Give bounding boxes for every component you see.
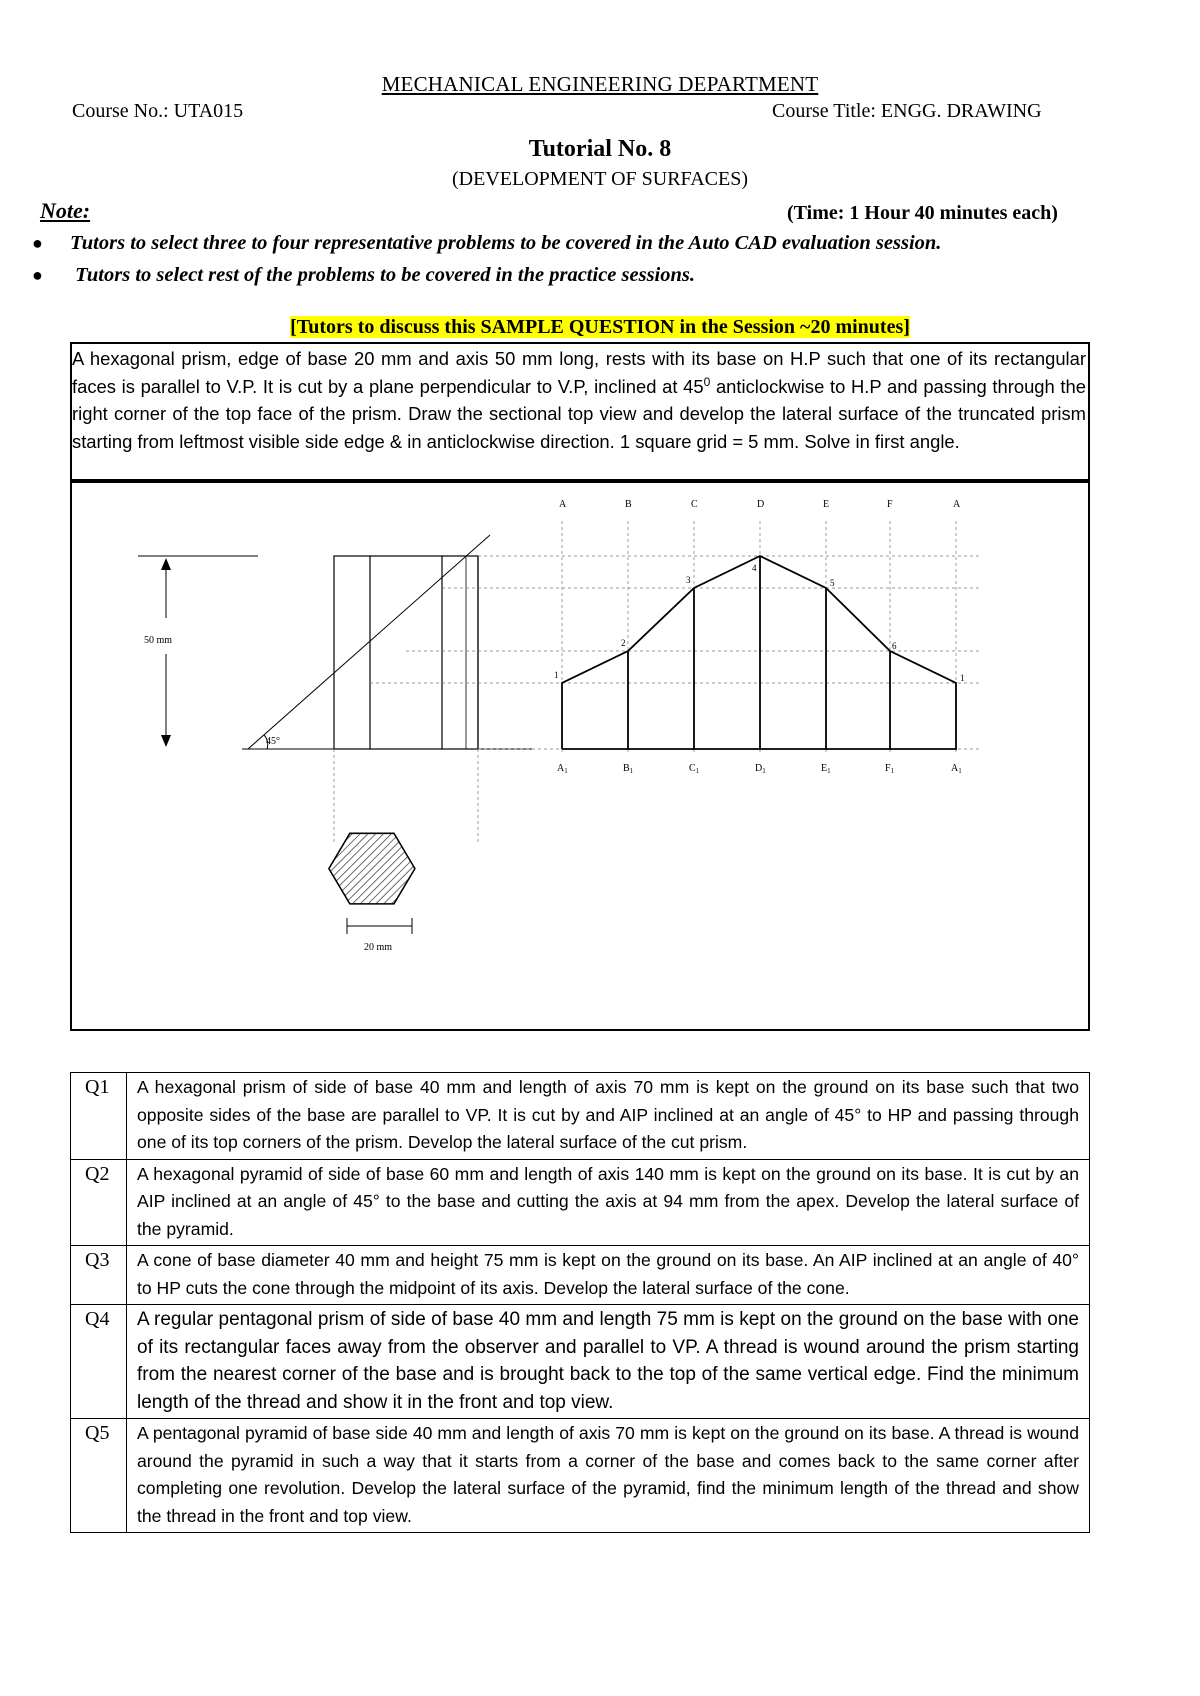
development-top-labels bbox=[559, 499, 961, 510]
course-title: Course Title: ENGG. DRAWING bbox=[772, 100, 1042, 122]
tutorial-title: Tutorial No. 8 bbox=[528, 136, 672, 162]
height-dimension bbox=[138, 556, 258, 747]
angle-label: 45° bbox=[266, 736, 280, 747]
bullet-icon: ● bbox=[32, 233, 43, 253]
top-label: A bbox=[953, 499, 961, 510]
note-item bbox=[32, 232, 941, 255]
top-label: E bbox=[823, 499, 830, 510]
development bbox=[562, 556, 956, 749]
width-dimension bbox=[347, 918, 412, 953]
development-drawing bbox=[72, 483, 1088, 1029]
top-label: D bbox=[757, 499, 765, 510]
question-text: A cone of base diameter 40 mm and height 75 mm is kept on the ground on its base. An AIP inclined at an angle of 40° to HP cuts the cone through the midpoint of its axis. Develop the lateral surface of the cone. bbox=[127, 1246, 1090, 1305]
sample-figure bbox=[70, 481, 1090, 1031]
point-label: 3 bbox=[686, 575, 691, 585]
sample-question-text: A hexagonal prism, edge of base 20 mm and axis 50 mm long, rests with its base on H.P such that one of its rectangular faces is parallel to V.P. It is cut by a plane perpendicular to V.P, inclined at $45^0$ anticlockwise to H.P and passing through the right corner of the top face of the prism. Draw the sectional top view and develop the lateral surface of the truncated prism starting from leftmost visible side edge & in anticlockwise direction. 1 square grid = 5 mm. Solve in first angle. bbox=[70, 342, 1090, 481]
time-allotted: (Time: 1 Hour 40 minutes each) bbox=[787, 202, 1058, 224]
bottom-label: $B_1$ bbox=[623, 763, 634, 775]
question-number: Q3 bbox=[71, 1246, 127, 1305]
question-number: Q2 bbox=[71, 1159, 127, 1246]
point-label: 1 bbox=[554, 670, 559, 680]
note-text: Tutors to select rest of the problems to be covered in the practice sessions. bbox=[70, 264, 695, 286]
top-label: C bbox=[691, 499, 698, 510]
height-dim-label: 50 mm bbox=[144, 635, 173, 646]
bottom-label: $A_1$ bbox=[557, 763, 568, 775]
point-label: 6 bbox=[892, 641, 897, 651]
bullet-icon: ● bbox=[32, 265, 43, 285]
question-text: A hexagonal prism of side of base 40 mm and length of axis 70 mm is kept on the ground on its base such that two opposite sides of the base are parallel to VP. It is cut by and AIP inclined at an angle of 45° to HP and passing through one of its top corners of the prism. Develop the lateral surface of the cut prism. bbox=[127, 1073, 1090, 1160]
bottom-label: $C_1$ bbox=[689, 763, 700, 775]
development-bottom-labels bbox=[557, 763, 962, 775]
top-label: F bbox=[887, 499, 893, 510]
question-text: A hexagonal pyramid of side of base 60 mm and length of axis 140 mm is kept on the ground on its base. It is cut by an AIP inclined at an angle of 45° to the base and cutting the axis at 94 mm from the apex. Develop the lateral surface of the pyramid. bbox=[127, 1159, 1090, 1246]
point-label: 1 bbox=[960, 673, 965, 683]
table-row bbox=[71, 1073, 1090, 1160]
point-label: 4 bbox=[752, 563, 757, 573]
question-number: Q1 bbox=[71, 1073, 127, 1160]
front-view bbox=[334, 556, 478, 749]
tutorial-subtitle: (DEVELOPMENT OF SURFACES) bbox=[452, 168, 748, 190]
sample-heading: [Tutors to discuss this SAMPLE QUESTION in the Session ~20 minutes] bbox=[290, 316, 910, 338]
note-text: Tutors to select three to four representative problems to be covered in the Auto CAD evaluation session. bbox=[70, 232, 942, 254]
width-dim-label: 20 mm bbox=[364, 942, 393, 953]
bottom-label: $D_1$ bbox=[755, 763, 766, 775]
table-row bbox=[71, 1246, 1090, 1305]
bottom-label: $F_1$ bbox=[885, 763, 895, 775]
question-number: Q4 bbox=[71, 1305, 127, 1419]
note-label: Note: bbox=[40, 198, 91, 223]
point-label: 5 bbox=[830, 578, 835, 588]
question-text: A regular pentagonal prism of side of base 40 mm and length 75 mm is kept on the ground on the base with one of its rectangular faces away from the observer and parallel to VP. A thread is wound around the prism starting from the nearest corner of the base and is brought back to the top of the same vertical edge. Find the minimum length of the thread and show it in the front and top view. bbox=[127, 1305, 1090, 1419]
projector-lines bbox=[334, 521, 982, 843]
cutting-plane bbox=[242, 535, 532, 749]
bottom-label: $A_1$ bbox=[951, 763, 962, 775]
top-label: A bbox=[559, 499, 567, 510]
questions-table bbox=[70, 1072, 1090, 1533]
table-row bbox=[71, 1159, 1090, 1246]
sectional-top-view bbox=[329, 833, 415, 904]
note-item bbox=[32, 264, 695, 287]
question-text: A pentagonal pyramid of base side 40 mm and length of axis 70 mm is kept on the ground on its base. A thread is wound around the pyramid in such a way that it starts from a corner of the base and comes back to the same corner after completing one revolution. Develop the lateral surface of the pyramid, find the minimum length of the thread and show the thread in the front and top view. bbox=[127, 1419, 1090, 1533]
question-number: Q5 bbox=[71, 1419, 127, 1533]
point-label: 2 bbox=[621, 638, 626, 648]
department-title: MECHANICAL ENGINEERING DEPARTMENT bbox=[381, 72, 819, 96]
bottom-label: $E_1$ bbox=[821, 763, 831, 775]
table-row bbox=[71, 1419, 1090, 1533]
course-number: Course No.: UTA015 bbox=[72, 100, 244, 122]
top-label: B bbox=[625, 499, 632, 510]
table-row bbox=[71, 1305, 1090, 1419]
